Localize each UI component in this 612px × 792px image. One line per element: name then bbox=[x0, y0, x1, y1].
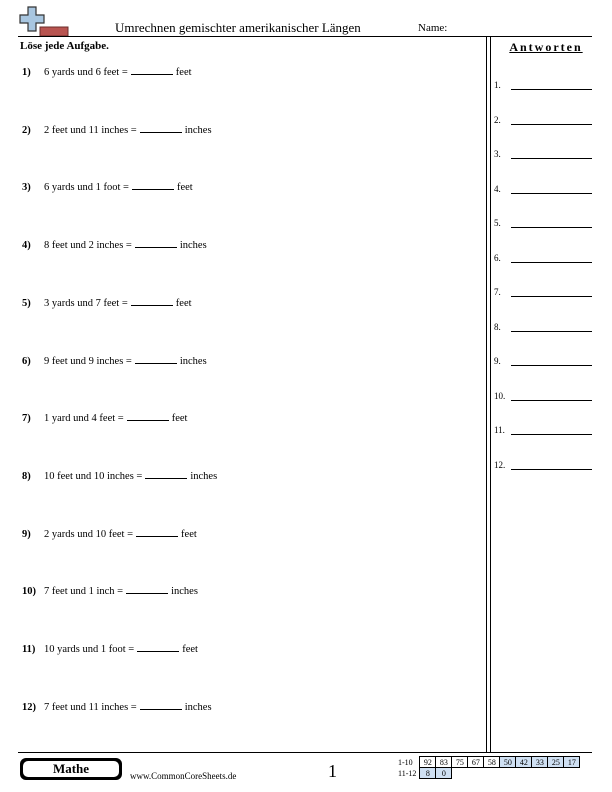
problem-item bbox=[22, 527, 197, 540]
problem-unit: feet bbox=[181, 528, 197, 540]
website-url: www.CommonCoreSheets.de bbox=[130, 771, 237, 781]
problem-item bbox=[22, 296, 192, 309]
problem-text: 10 feet und 10 inches = bbox=[44, 470, 143, 482]
score-cell: 75 bbox=[452, 757, 468, 768]
problem-number: 11) bbox=[22, 644, 36, 655]
problem-unit: feet bbox=[171, 413, 188, 425]
answer-line[interactable] bbox=[511, 262, 592, 263]
answer-line[interactable] bbox=[511, 227, 592, 228]
answer-line[interactable] bbox=[511, 469, 592, 470]
score-cell: 67 bbox=[468, 757, 484, 768]
score-cell: 33 bbox=[532, 757, 548, 768]
footer-rule bbox=[18, 752, 592, 753]
page-number: 1 bbox=[328, 761, 337, 781]
problem-item bbox=[22, 238, 207, 251]
problem-item bbox=[22, 411, 187, 424]
answer-line[interactable] bbox=[511, 124, 592, 125]
column-divider bbox=[486, 37, 487, 752]
problem-text: 7 feet und 11 inches = bbox=[44, 701, 137, 713]
problem-number: 8) bbox=[22, 470, 31, 482]
score-row bbox=[398, 757, 580, 768]
header-rule bbox=[18, 36, 592, 37]
answer-line[interactable] bbox=[511, 331, 592, 332]
answer-blank[interactable] bbox=[140, 123, 182, 133]
problem-text: 2 yards und 10 feet = bbox=[44, 528, 134, 540]
answer-number: 5. bbox=[494, 218, 501, 228]
score-row-label: 11-12 bbox=[398, 768, 417, 778]
answer-number: 3. bbox=[494, 149, 501, 159]
problem-item bbox=[22, 584, 198, 597]
answer-blank[interactable] bbox=[135, 238, 177, 248]
answer-number: 2. bbox=[494, 114, 501, 125]
problem-number: 10) bbox=[22, 586, 36, 598]
answers-title: Antworten bbox=[509, 40, 583, 54]
problem-unit: feet bbox=[182, 644, 198, 655]
answer-blank[interactable] bbox=[136, 527, 178, 537]
score-cell: 25 bbox=[548, 757, 564, 768]
problem-number: 3) bbox=[22, 182, 31, 194]
score-cell: 83 bbox=[436, 757, 452, 768]
subject-label: Mathe bbox=[23, 761, 119, 777]
problem-number: 9) bbox=[22, 528, 31, 540]
answer-blank[interactable] bbox=[131, 65, 173, 75]
answer-line[interactable] bbox=[511, 365, 592, 366]
score-cell: 58 bbox=[484, 757, 500, 768]
answer-blank[interactable] bbox=[140, 700, 182, 710]
problem-number: 2) bbox=[22, 124, 31, 136]
answer-number: 11. bbox=[494, 425, 505, 435]
problem-number: 1) bbox=[22, 67, 31, 78]
problem-unit: feet bbox=[175, 67, 192, 78]
answer-line[interactable] bbox=[511, 434, 592, 435]
problem-item bbox=[22, 642, 198, 655]
score-cell: 0 bbox=[436, 768, 452, 779]
problem-text: 3 yards und 7 feet = bbox=[44, 297, 128, 309]
answer-blank[interactable] bbox=[131, 296, 173, 306]
answer-line[interactable] bbox=[511, 89, 592, 90]
score-table bbox=[398, 756, 580, 779]
name-label: Name: bbox=[418, 22, 448, 34]
problem-text: 6 yards und 6 feet = bbox=[44, 67, 128, 78]
answer-number: 4. bbox=[494, 183, 501, 194]
problem-item bbox=[22, 469, 217, 482]
answer-number: 10. bbox=[494, 390, 506, 401]
instructions: Löse jede Aufgabe. bbox=[20, 40, 109, 52]
answer-number: 12. bbox=[494, 459, 506, 470]
problem-item bbox=[22, 354, 207, 367]
answer-line[interactable] bbox=[511, 193, 592, 194]
answer-blank[interactable] bbox=[132, 180, 174, 190]
problem-unit: inches bbox=[184, 124, 212, 136]
problem-unit: inches bbox=[190, 470, 218, 482]
column-divider bbox=[490, 37, 491, 752]
page-title: Umrechnen gemischter amerikanischer Längen bbox=[115, 20, 361, 35]
problem-number: 4) bbox=[22, 240, 31, 252]
answer-line[interactable] bbox=[511, 158, 592, 159]
answer-blank[interactable] bbox=[126, 584, 168, 594]
answer-number: 6. bbox=[494, 252, 501, 263]
score-row bbox=[398, 768, 580, 779]
answer-number: 9. bbox=[494, 356, 501, 366]
problem-text: 1 yard und 4 feet = bbox=[44, 413, 124, 425]
subject-badge bbox=[20, 758, 122, 780]
problem-item bbox=[22, 700, 212, 713]
problem-text: 2 feet und 11 inches = bbox=[44, 124, 137, 136]
problem-item bbox=[22, 65, 192, 78]
score-cell: 17 bbox=[564, 757, 580, 768]
problem-unit: feet bbox=[176, 182, 193, 194]
score-cell: 50 bbox=[500, 757, 516, 768]
score-row-label: 1-10 bbox=[398, 757, 413, 767]
problem-unit: inches bbox=[179, 240, 207, 252]
problem-number: 6) bbox=[22, 355, 31, 367]
answer-number: 8. bbox=[494, 321, 501, 332]
answer-blank[interactable] bbox=[135, 354, 177, 364]
problem-text: 7 feet und 1 inch = bbox=[44, 586, 124, 598]
problem-text: 6 yards und 1 foot = bbox=[44, 182, 129, 194]
answer-blank[interactable] bbox=[145, 469, 187, 479]
problem-unit: inches bbox=[171, 586, 198, 598]
problem-item bbox=[22, 123, 212, 136]
score-cell: 8 bbox=[420, 768, 436, 779]
logo-icon bbox=[18, 6, 70, 36]
answer-blank[interactable] bbox=[137, 642, 179, 652]
problem-unit: feet bbox=[175, 297, 192, 309]
score-cell: 42 bbox=[516, 757, 532, 768]
answer-blank[interactable] bbox=[127, 411, 169, 421]
problem-number: 5) bbox=[22, 297, 31, 309]
answer-number: 7. bbox=[494, 287, 501, 297]
problem-text: 9 feet und 9 inches = bbox=[44, 355, 132, 367]
answer-line[interactable] bbox=[511, 296, 592, 297]
answer-number: 1. bbox=[494, 80, 501, 90]
problem-item bbox=[22, 180, 193, 193]
problem-unit: inches bbox=[179, 355, 207, 367]
problem-text: 10 yards und 1 foot = bbox=[44, 644, 135, 655]
problem-number: 7) bbox=[22, 413, 31, 425]
problem-text: 8 feet und 2 inches = bbox=[44, 240, 132, 252]
problem-unit: inches bbox=[184, 701, 212, 713]
score-cell: 92 bbox=[420, 757, 436, 768]
answer-line[interactable] bbox=[511, 400, 592, 401]
problem-number: 12) bbox=[22, 701, 36, 713]
